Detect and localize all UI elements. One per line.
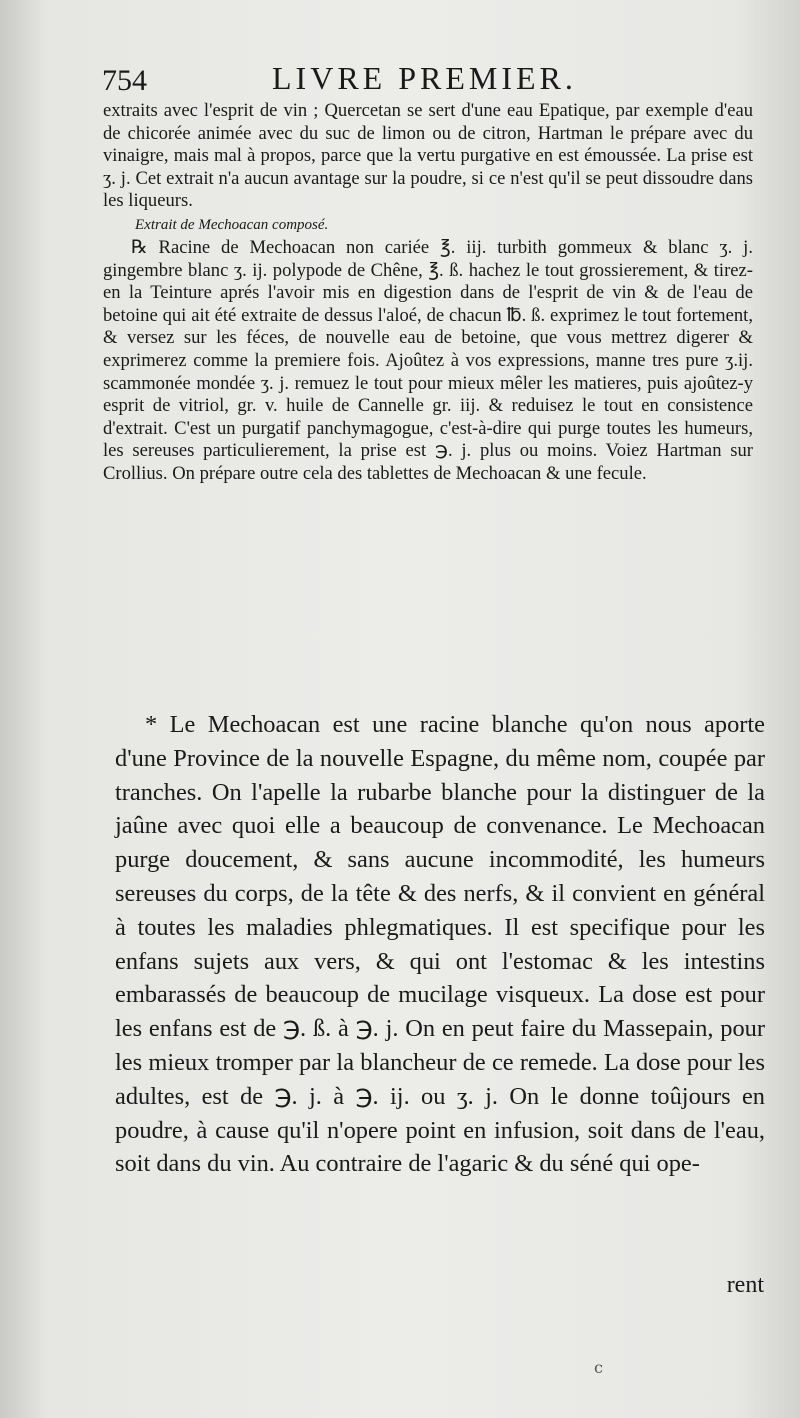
paragraph-extraits: extraits avec l'esprit de vin ; Quercetan se sert d'une eau Epatique, par exemple d'eau de chicorée animée avec du suc de limon ou de citron, Hartman le prépare avec du vinaigre, mais mal à propos, parce que la vertu purgative en est émoussée. La prise est ʒ. j. Cet extrait n'a aucun avantage sur la poudre, si ce n'est qu'il se peut dissoudre dans les liqueurs. (103, 100, 753, 212)
small-print-section (103, 100, 753, 486)
recipe-paragraph: ℞ Racine de Mechoacan non cariée ℥. iij. turbith gommeux & blanc ʒ. j. gingembre blanc ʒ. ij. polypode de Chêne, ℥. ß. hachez le tout grossierement, & tirez-en la Teinture aprés l'avoir mis en digestion dans de l'esprit de vin & de l'eau de betoine qui ait été extraite de dessus l'aloé, de chacun ℔. ß. exprimez le tout fortement, & versez sur les féces, de nouvelle eau de betoine, que vous mettrez digerer & exprimerez comme la premiere fois. Ajoûtez à vos expressions, manne tres pure ʒ.ij. scammonée mondée ʒ. j. remuez le tout pour mieux mêler les matieres, puis ajoûtez-y esprit de vitriol, gr. v. huile de Cannelle gr. iij. & reduisez le tout en consistence d'extrait. C'est un purgatif panchymagogue, c'est-à-dire qui purge toutes les humeurs, les sereuses particulierement, la prise est ℈. j. plus ou moins. Voiez Hartman sur Crollius. On prépare outre cela des tablettes de Mechoacan & une fecule. (103, 236, 753, 484)
page-header (102, 60, 750, 100)
note-section (115, 708, 765, 1181)
subheading-extrait-compose: Extrait de Mechoacan composé. (135, 216, 329, 233)
note-paragraph-mechoacan: * Le Mechoacan est une racine blanche qu'on nous aporte d'une Province de la nouvelle Espagne, du même nom, coupée par tranches. On l'apelle la rubarbe blanche pour la distinguer de la jaûne avec quoi elle a beaucoup de convenance. Le Mechoacan purge doucement, & sans aucune incommodité, les humeurs sereuses du corps, de la tête & des nerfs, & il convient en général à toutes les maladies phlegmatiques. Il est specifique pour les enfans sujets aux vers, & qui ont l'estomac & les intestins embarassés de beaucoup de mucilage visqueux. La dose est pour les enfans est de ℈. ß. à ℈. j. On en peut faire du Massepain, pour les mieux tromper par la blancheur de ce remede. La dose pour les adultes, est de ℈. j. à ℈. ij. ou ʒ. j. On le donne toûjours en poudre, à cause qu'il n'opere point en infusion, soit dans de l'eau, soit dans du vin. Au contraire de l'agaric & du séné qui ope- (115, 711, 765, 1178)
running-title: LIVRE PREMIER. (272, 60, 577, 96)
page-number: 754 (102, 64, 147, 97)
stray-mark: c (594, 1358, 603, 1377)
catchword: rent (726, 1272, 764, 1298)
